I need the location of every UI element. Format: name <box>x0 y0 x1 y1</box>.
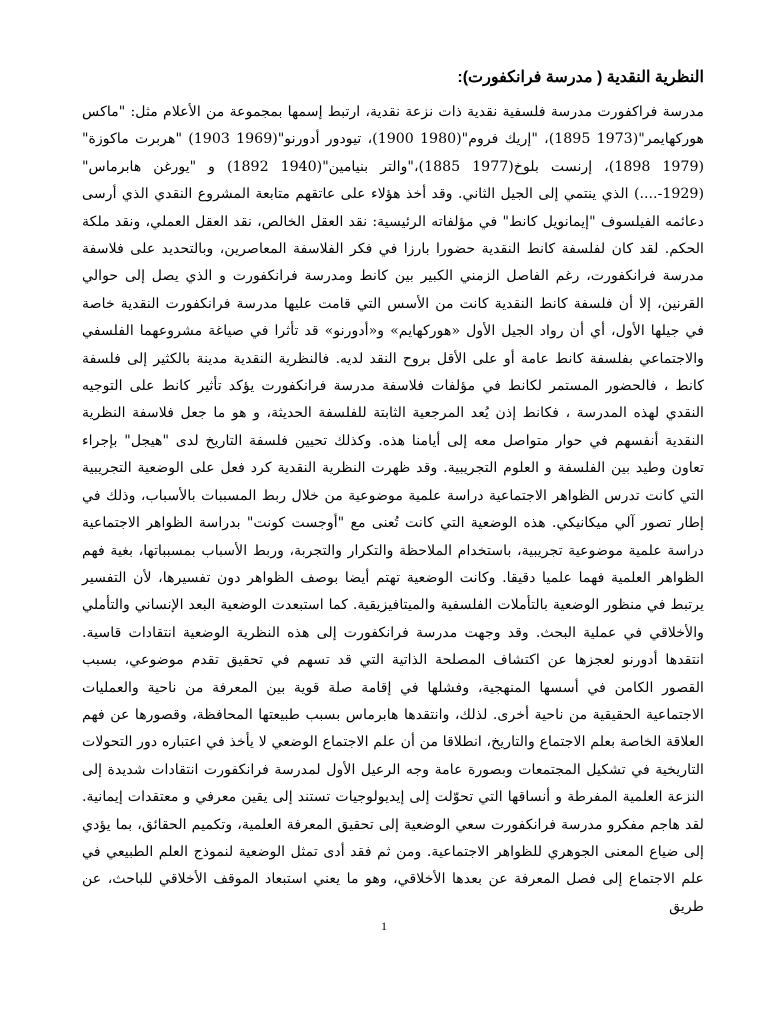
document-title: النظرية النقدية ( مدرسة فرانكفورت): <box>457 69 704 86</box>
page-number: 1 <box>381 919 387 933</box>
body-paragraph: مدرسة فراكفورت مدرسة فلسفية نقدية ذات نزعة نقدية، ارتبط إسمها بمجموعة من الأعلام مثل: "ماكس هوركهايمر"(1973 1895)، "إريك فروم"(1980 1900)، تيودور أدورنو"(1969 1903) "هربرت ماكوزة"(1979 1898)، إرنست بلوخ(1977 1885)،"والتر بنيامين"(1940 1892) و "يورغن هابرماس"(1929-....) الذي ينتمي إلى الجيل الثاني. وقد أخذ هؤلاء على عاتقهم متابعة المشروع النقدي الذي أرسى دعائمه الفيلسوف "إيمانويل كانط" في مؤلفاته الرئيسية: نقد العقل الخالص، نقد العقل العملي، ونقد ملكة الحكم. لقد كان لفلسفة كانط النقدية حضورا بارزا في فكر الفلاسفة المعاصرين، وبالتحديد على فلاسفة مدرسة فرانكفورت، رغم الفاصل الزمني الكبير بين كانط ومدرسة فرانكفورت و الذي يصل إلى حوالي القرنين، إلا أن فلسفة كانط النقدية كانت من الأسس التي قامت عليها مدرسة فرانكفورت النقدية خاصة في جيلها الأول، أي أن رواد الجيل الأول «هوركهايم» و«أدورنو» قد تأثرا في صياغة مشروعهما الفلسفي والاجتماعي بفلسفة كانط عامة أو على الأقل بروح النقد لديه. فالنظرية النقدية مدينة بالكثير إلى فلسفة كانط ، فالحضور المستمر لكانط في مؤلفات فلاسفة مدرسة فرانكفورت يؤكد تأثير كانط على التوجيه النقدي لهذه المدرسة ، فكانط إذن يُعد المرجعية الثابتة للفلسفة الحديثة، و هو ما جعل فلاسفة النظرية النقدية أنفسهم في حوار متواصل معه إلى أيامنا هذه. وكذلك تحيين فلسفة التاريخ لدى "هيجل" بإجراء تعاون وطيد بين الفلسفة و العلوم التجريبية. وقد ظهرت النظرية النقدية كرد فعل على الوضعية التجريبية التي كانت تدرس الظواهر الاجتماعية دراسة علمية موضوعية من خلال ربط المسببات بالأسباب، وذلك في إطار تصور آلي ميكانيكي. هذه الوضعية التي كانت تُعنى مع "أوجست كونت" بدراسة الظواهر الاجتماعية دراسة علمية موضوعية تجريبية، باستخدام الملاحظة والتكرار والتجربة، وربط الأسباب بمسبباتها، بغية فهم الظواهر العلمية فهما علميا دقيقا. وكانت الوضعية تهتم أيضا بوصف الظواهر دون تفسيرها، لأن التفسير يرتبط في منظور الوضعية بالتأملات الفلسفية والميتافيزيقية. كما استبعدت الوضعية البعد الإنساني والتأملي والأخلاقي في عملية البحث. وقد وجهت مدرسة فرانكفورت إلى هذه النظرية الوضعية انتقادات قاسية. انتقدها أدورنو لعجزها عن اكتشاف المصلحة الذاتية التي قد تسهم في تحقيق تقدم موضوعي، بسبب القصور الكامن في أسسها المنهجية، وفشلها في إقامة صلة قوية بين المعرفة من ناحية والعمليات الاجتماعية الحقيقية من ناحية أخرى. لذلك، وانتقدها هابرماس بسبب طبيعتها المحافظة، وقصورها عن فهم العلاقة الخاصة بعلم الاجتماع والتاريخ، انطلاقا من أن علم الاجتماع الوضعي لا يأخذ في اعتباره دور التحولات التاريخية في تشكيل المجتمعات وبصورة عامة وجه الرعيل الأول لمدرسة فرانكفورت انتقادات شديدة إلى النزعة العلمية المفرطة و أنساقها التي تحوّلت إلى إيديولوجيات تستند إلى يقين معرفي و معتقدات إيمانية. لقد هاجم مفكرو مدرسة فرانكفورت سعي الوضعية إلى تحقيق المعرفة العلمية، وتكميم الحقائق، بما يؤدي إلى ضياع المعنى الجوهري للظواهر الاجتماعية. ومن ثم فقد أدى تمثل الوضعية لنموذج العلم الطبيعي في علم الاجتماع إلى فصل المعرفة عن بعدها الأخلاقي، وهو ما يعني استبعاد الموقف الأخلاقي للباحث، عن طريق <box>82 104 705 915</box>
